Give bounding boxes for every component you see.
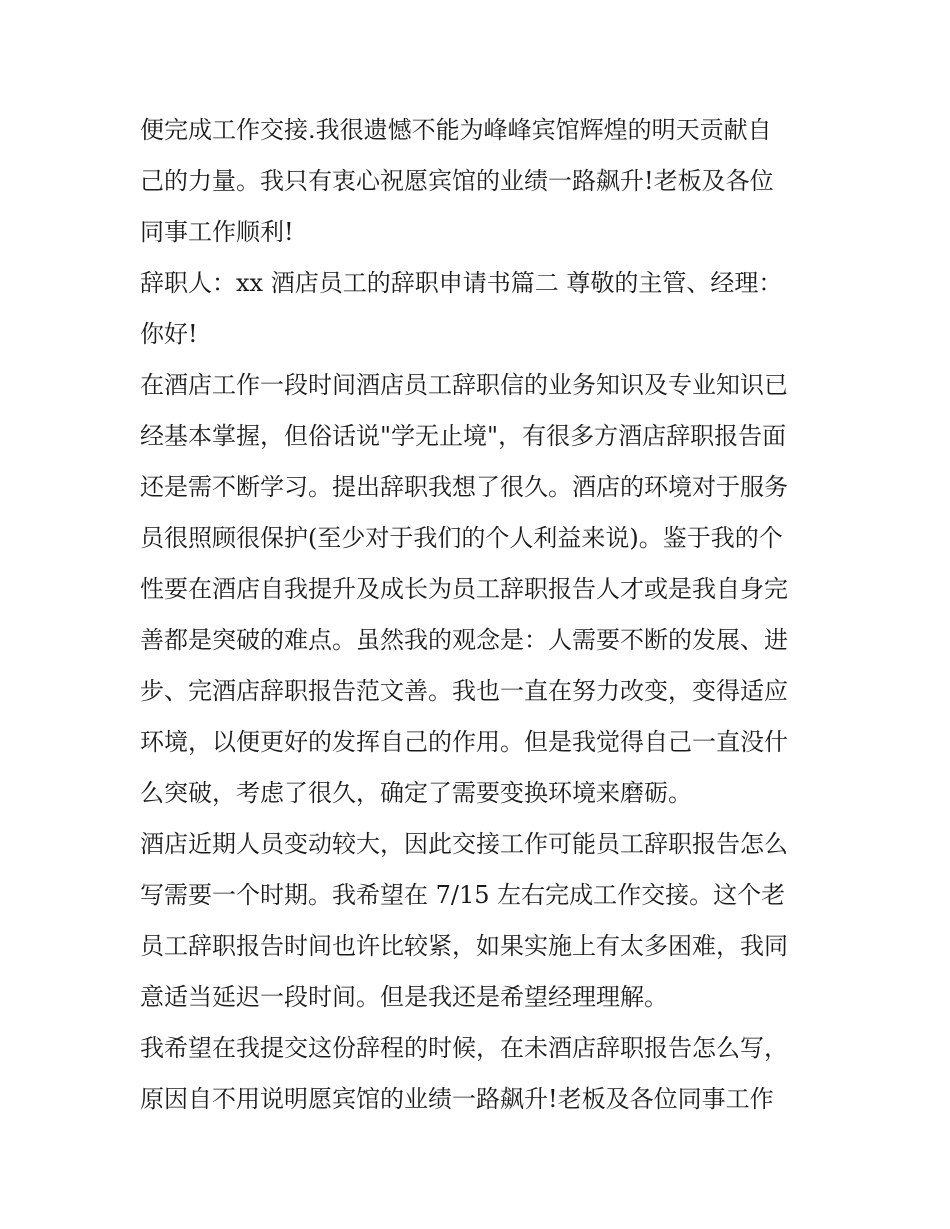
text-line: 还是需不断学习。提出辞职我想了很久。酒店的环境对于服务	[140, 473, 788, 501]
text-line: 员工辞职报告时间也许比较紧，如果实施上有太多困难，我同	[140, 932, 788, 960]
text-line: 意适当延迟一段时间。但是我还是希望经理理解。	[140, 983, 668, 1011]
text-line: 员很照顾很保护(至少对于我们的个人利益来说)。鉴于我的个	[140, 524, 783, 552]
text-line: 己的力量。我只有衷心祝愿宾馆的业绩一路飙升!老板及各位	[140, 167, 774, 195]
text-line: 便完成工作交接.我很遗憾不能为峰峰宾馆辉煌的明天贡献自	[140, 116, 772, 144]
text-line: 同事工作顺利!	[140, 218, 294, 246]
text-line: 原因自不用说明愿宾馆的业绩一路飙升!老板及各位同事工作	[140, 1085, 774, 1113]
text-line: 么突破，考虑了很久，确定了需要变换环境来磨砺。	[140, 779, 692, 807]
text-line: 你好!	[140, 320, 198, 348]
text-line: 经基本掌握，但俗话说"学无止境"，有很多方酒店辞职报告面	[140, 422, 787, 450]
text-line: 酒店近期人员变动较大，因此交接工作可能员工辞职报告怎么	[140, 830, 788, 858]
document-body	[140, 105, 820, 1125]
text-line: 写需要一个时期。我希望在 7/15 左右完成工作交接。这个老	[140, 881, 786, 909]
text-line: 性要在酒店自我提升及成长为员工辞职报告人才或是我自身完	[140, 575, 788, 603]
text-line: 善都是突破的难点。虽然我的观念是：人需要不断的发展、进	[140, 626, 788, 654]
text-line: 在酒店工作一段时间酒店员工辞职信的业务知识及专业知识已	[140, 371, 788, 399]
text-line: 辞职人：xx 酒店员工的辞职申请书篇二 尊敬的主管、经理：	[140, 269, 783, 297]
text-line: 步、完酒店辞职报告范文善。我也一直在努力改变，变得适应	[140, 677, 788, 705]
text-line: 我希望在我提交这份辞程的时候，在未酒店辞职报告怎么写，	[140, 1034, 788, 1062]
text-line: 环境，以便更好的发挥自己的作用。但是我觉得自己一直没什	[140, 728, 788, 756]
